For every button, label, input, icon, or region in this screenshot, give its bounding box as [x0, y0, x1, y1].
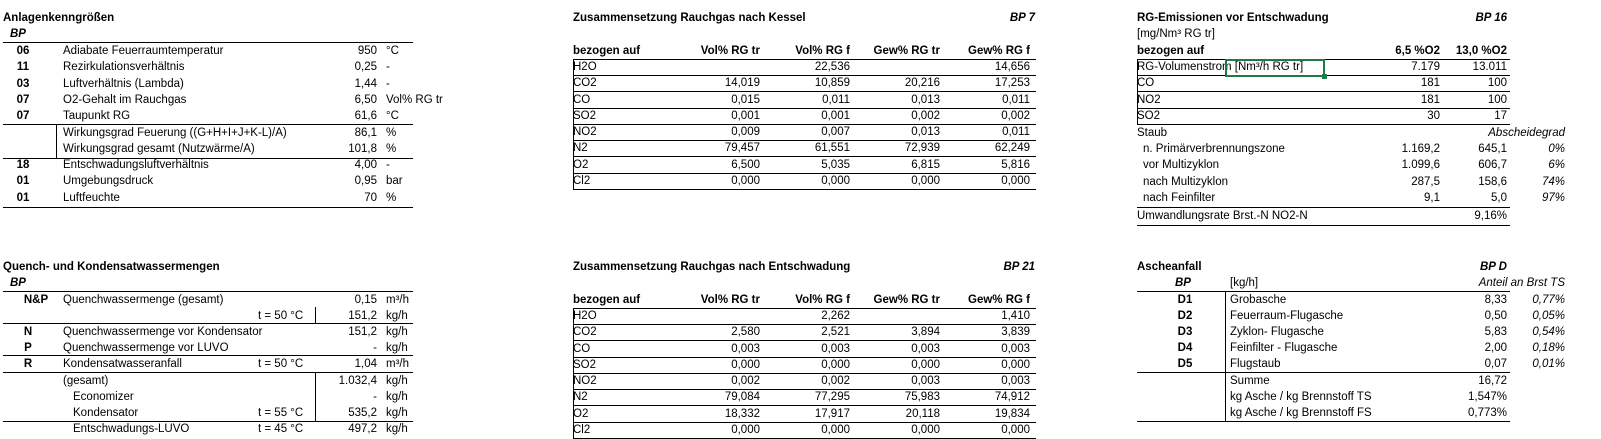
- cell-border: [573, 59, 574, 189]
- ash-ratio-ts-value: 1,547%: [1467, 391, 1507, 403]
- ash-share: 0,05%: [1532, 310, 1565, 323]
- cell-border: [56, 124, 57, 158]
- staub-value: 5,0: [1491, 191, 1507, 204]
- component-value: 10,859: [814, 77, 850, 90]
- emission-value: 100: [1487, 93, 1507, 106]
- ash-code: D2: [1177, 310, 1193, 323]
- component-label: N2: [573, 142, 588, 155]
- ash-code: D4: [1177, 342, 1193, 355]
- component-value: 0,003: [1001, 375, 1030, 387]
- bp-code: R: [23, 358, 33, 371]
- bp-code: 07: [16, 110, 30, 123]
- table-title: Zusammensetzung Rauchgas nach Entschwadung: [573, 261, 851, 273]
- component-value: 1,410: [1001, 310, 1030, 322]
- bp-label: BP D: [1479, 261, 1507, 273]
- parameter-label: Economizer: [73, 390, 134, 403]
- emission-label: SO2: [1137, 109, 1161, 122]
- condition-label: t = 50 °C: [258, 358, 304, 371]
- condition-label: t = 50 °C: [258, 310, 304, 323]
- column-header: bezogen auf: [573, 45, 641, 57]
- column-header: Vol% RG f: [795, 45, 850, 57]
- column-header: Gew% RG f: [968, 45, 1030, 57]
- emission-label: CO: [1137, 77, 1155, 90]
- bp-code: 07: [16, 93, 30, 106]
- parameter-unit: m³/h: [386, 358, 409, 371]
- column-header: Gew% RG tr: [873, 294, 940, 306]
- component-value: 0,002: [731, 375, 760, 387]
- section-title-ascheanfall: Ascheanfall: [1137, 261, 1202, 273]
- staub-label: n. Primärverbrennungszone: [1143, 143, 1285, 155]
- component-value: 5,035: [821, 158, 850, 171]
- component-value: 0,013: [911, 126, 940, 138]
- cell-border: [3, 207, 413, 208]
- component-label: H2O: [573, 61, 597, 73]
- abscheidegrad-header: Abscheidegrad: [1488, 127, 1565, 139]
- component-value: 6,815: [911, 158, 940, 171]
- cell-border: [3, 421, 413, 422]
- parameter-unit: Vol% RG tr: [386, 93, 443, 106]
- cell-border: [3, 158, 413, 159]
- cell-border: [573, 189, 1036, 190]
- anteil-header: Anteil an Brst TS: [1478, 277, 1565, 289]
- cell-border: [1137, 372, 1510, 373]
- abscheidegrad-value: 0%: [1548, 143, 1565, 155]
- section-title-anlagenkenngroessen: Anlagenkenngrößen: [3, 12, 115, 24]
- bp-header: BP: [10, 277, 26, 289]
- parameter-label: Quenchwassermenge (gesamt): [63, 294, 224, 306]
- parameter-unit: kg/h: [386, 406, 408, 419]
- component-value: 22,536: [814, 61, 850, 73]
- column-header: Vol% RG tr: [700, 45, 760, 57]
- component-value: 17,917: [814, 407, 850, 420]
- ash-ratio-ts-label: kg Asche / kg Brennstoff TS: [1230, 391, 1372, 403]
- component-value: 0,003: [911, 342, 940, 355]
- cell-border: [1137, 59, 1138, 124]
- component-value: 0,013: [911, 93, 940, 106]
- parameter-label: Taupunkt RG: [63, 110, 131, 123]
- component-value: 5,816: [1001, 158, 1030, 171]
- bp-label: BP 7: [1009, 12, 1035, 24]
- ash-value: 5,83: [1484, 326, 1507, 339]
- parameter-unit: kg/h: [386, 342, 408, 355]
- parameter-value: 151,2: [348, 310, 377, 323]
- staub-value: 606,7: [1478, 159, 1507, 172]
- bp-code: 11: [16, 61, 30, 74]
- parameter-label: Rezirkulationsverhältnis: [63, 61, 185, 74]
- ash-share: 0,18%: [1532, 342, 1565, 355]
- active-cell-selection[interactable]: [1225, 59, 1325, 77]
- component-value: 62,249: [994, 142, 1030, 155]
- cell-border: [3, 323, 413, 324]
- parameter-unit: bar: [386, 175, 403, 188]
- cell-border: [315, 307, 316, 323]
- component-value: 0,000: [1001, 423, 1030, 436]
- staub-value: 645,1: [1478, 143, 1507, 155]
- component-value: 17,253: [994, 77, 1030, 90]
- parameter-value: 0,25: [354, 61, 377, 74]
- parameter-label: O2-Gehalt im Rauchgas: [63, 93, 187, 106]
- component-label: CO2: [573, 326, 597, 339]
- staub-value: 1.169,2: [1401, 143, 1440, 155]
- parameter-unit: -: [386, 159, 390, 172]
- staub-label: vor Multizyklon: [1143, 159, 1220, 172]
- component-value: 0,011: [1002, 93, 1030, 106]
- component-value: 0,011: [822, 93, 850, 106]
- emission-value: 181: [1420, 77, 1440, 90]
- parameter-unit: -: [386, 61, 390, 74]
- parameter-label: Umgebungsdruck: [63, 175, 154, 188]
- component-label: Cl2: [573, 174, 591, 187]
- column-header: Gew% RG f: [968, 294, 1030, 306]
- component-label: O2: [573, 158, 589, 171]
- unit-label: [kg/h]: [1230, 277, 1259, 289]
- parameter-value: -: [373, 390, 377, 403]
- parameter-value: 61,6: [354, 110, 377, 123]
- emission-value: 7.179: [1411, 61, 1440, 73]
- ash-value: 0,07: [1484, 358, 1507, 371]
- bp-code: 01: [16, 191, 30, 204]
- bp-code: N: [23, 326, 33, 339]
- abscheidegrad-value: 97%: [1541, 191, 1565, 204]
- bp-header: BP: [1175, 277, 1191, 289]
- component-label: Cl2: [573, 423, 591, 436]
- umwandlungsrate-label: Umwandlungsrate Brst.-N NO2-N: [1137, 210, 1308, 222]
- component-value: 2,521: [821, 326, 850, 339]
- bp-code: 18: [16, 159, 30, 172]
- parameter-value: 0,15: [354, 294, 377, 306]
- component-value: 0,000: [1001, 174, 1030, 187]
- component-value: 3,839: [1001, 326, 1030, 339]
- component-label: N2: [573, 391, 588, 404]
- ash-share: 0,54%: [1532, 326, 1565, 339]
- component-value: 0,000: [1001, 358, 1030, 371]
- parameter-label: Quenchwassermenge vor LUVO: [63, 342, 229, 355]
- parameter-value: 497,2: [348, 422, 377, 435]
- column-header: Vol% RG f: [795, 294, 850, 306]
- component-label: CO2: [573, 77, 597, 90]
- cell-border: [1137, 225, 1510, 226]
- ash-share: 0,77%: [1532, 294, 1565, 306]
- component-value: 6,500: [731, 158, 760, 171]
- emission-label: NO2: [1137, 93, 1161, 106]
- cell-border: [3, 355, 413, 356]
- parameter-unit: °C: [386, 45, 399, 57]
- condition-label: t = 55 °C: [258, 406, 304, 419]
- parameter-value: 1.032,4: [338, 374, 377, 387]
- component-value: 0,000: [731, 423, 760, 436]
- parameter-value: 70: [364, 191, 377, 204]
- parameter-value: 1,44: [354, 77, 377, 90]
- component-value: 0,001: [821, 109, 850, 122]
- section-title-emissionen: RG-Emissionen vor Entschwadung: [1137, 12, 1329, 24]
- ash-value: 2,00: [1484, 342, 1507, 355]
- component-value: 0,000: [731, 358, 760, 371]
- parameter-value: -: [373, 342, 377, 355]
- parameter-unit: kg/h: [386, 390, 408, 403]
- column-header: bezogen auf: [573, 294, 641, 306]
- parameter-label: Wirkungsgrad gesamt (Nutzwärme/A): [63, 142, 255, 155]
- parameter-value: 86,1: [354, 126, 377, 139]
- component-label: H2O: [573, 310, 597, 322]
- component-value: 0,000: [911, 423, 940, 436]
- unit-label: [mg/Nm³ RG tr]: [1137, 28, 1215, 40]
- cell-border: [315, 372, 316, 421]
- bp-label: BP 16: [1475, 12, 1507, 24]
- bp-code: 03: [16, 77, 30, 90]
- cell-border: [1225, 291, 1226, 421]
- parameter-unit: m³/h: [386, 294, 409, 306]
- component-value: 2,262: [821, 310, 850, 322]
- ash-label: Grobasche: [1230, 294, 1287, 306]
- parameter-value: 535,2: [348, 406, 377, 419]
- parameter-unit: kg/h: [386, 310, 408, 323]
- parameter-label: Kondensator: [73, 406, 139, 419]
- ash-label: Zyklon- Flugasche: [1230, 326, 1324, 339]
- component-value: 75,983: [904, 391, 940, 404]
- table-top-border: [3, 291, 413, 292]
- component-value: 20,216: [904, 77, 940, 90]
- emission-label: RG-Volumenstrom [Nm³/h RG tr]: [1137, 61, 1304, 73]
- cell-border: [573, 308, 574, 438]
- parameter-value: 6,50: [354, 93, 377, 106]
- component-value: 72,939: [904, 142, 940, 155]
- component-value: 0,003: [1001, 342, 1030, 355]
- table-title: Zusammensetzung Rauchgas nach Kessel: [573, 12, 806, 24]
- component-value: 0,000: [821, 174, 850, 187]
- cell-border: [1137, 207, 1510, 208]
- component-value: 0,007: [821, 126, 850, 138]
- parameter-unit: °C: [386, 110, 399, 123]
- component-value: 20,118: [905, 407, 940, 420]
- emission-value: 100: [1487, 77, 1507, 90]
- component-label: SO2: [573, 358, 597, 371]
- ash-ratio-fs-value: 0,773%: [1467, 407, 1507, 419]
- component-value: 14,656: [994, 61, 1030, 73]
- umwandlungsrate-value: 9,16%: [1474, 210, 1507, 222]
- staub-value: 1.099,6: [1401, 159, 1440, 172]
- cell-border: [1137, 421, 1510, 422]
- component-value: 77,295: [814, 391, 850, 404]
- parameter-unit: kg/h: [386, 422, 408, 435]
- parameter-label: Adiabate Feuerraumtemperatur: [63, 45, 224, 57]
- parameter-label: Luftfeuchte: [63, 191, 120, 204]
- staub-label: nach Feinfilter: [1143, 191, 1216, 204]
- staub-label: Staub: [1137, 127, 1168, 139]
- component-value: 0,000: [821, 423, 850, 436]
- component-value: 0,011: [1002, 126, 1030, 138]
- bp-code: 01: [16, 175, 30, 188]
- staub-label: nach Multizyklon: [1143, 175, 1229, 188]
- summe-value: 16,72: [1478, 375, 1507, 387]
- component-label: CO: [573, 93, 591, 106]
- column-header: Vol% RG tr: [700, 294, 760, 306]
- parameter-label: Luftverhältnis (Lambda): [63, 77, 184, 90]
- table-top-border: [1137, 291, 1510, 292]
- component-value: 2,580: [731, 326, 760, 339]
- component-value: 0,000: [821, 358, 850, 371]
- parameter-label: Entschwadungs-LUVO: [73, 422, 190, 435]
- component-value: 0,003: [911, 375, 940, 387]
- component-value: 18,332: [724, 407, 760, 420]
- parameter-value: 4,00: [354, 159, 377, 172]
- parameter-value: 101,8: [348, 142, 377, 155]
- column-header: bezogen auf: [1137, 45, 1205, 57]
- component-value: 0,002: [911, 109, 940, 122]
- emission-value: 30: [1427, 109, 1440, 122]
- bp-code: P: [24, 342, 32, 355]
- parameter-label: Kondensatwasseranfall: [63, 358, 182, 371]
- ash-value: 8,33: [1484, 294, 1507, 306]
- bp-header: BP: [10, 28, 26, 40]
- component-value: 0,015: [731, 93, 760, 106]
- component-value: 0,003: [731, 342, 760, 355]
- component-value: 3,894: [911, 326, 940, 339]
- staub-value: 287,5: [1411, 175, 1440, 188]
- parameter-unit: kg/h: [386, 326, 408, 339]
- staub-value: 9,1: [1424, 191, 1440, 204]
- parameter-value: 950: [357, 45, 377, 57]
- ash-label: Flugstaub: [1230, 358, 1281, 371]
- component-value: 19,834: [994, 407, 1030, 420]
- component-value: 0,000: [911, 358, 940, 371]
- emission-value: 13.011: [1472, 61, 1507, 73]
- component-label: NO2: [573, 375, 597, 387]
- cell-border: [3, 124, 413, 125]
- parameter-unit: %: [386, 126, 397, 139]
- emission-value: 17: [1494, 109, 1507, 122]
- component-value: 61,551: [814, 142, 850, 155]
- parameter-value: 0,95: [354, 175, 377, 188]
- component-value: 0,000: [911, 174, 940, 187]
- emission-value: 181: [1420, 93, 1440, 106]
- component-value: 0,002: [1001, 109, 1030, 122]
- component-value: 0,009: [731, 126, 760, 138]
- section-title-quench-kondensat: Quench- und Kondensatwassermengen: [3, 261, 220, 273]
- parameter-label: Entschwadungsluftverhältnis: [63, 159, 209, 172]
- component-label: CO: [573, 342, 591, 355]
- condition-label: t = 45 °C: [258, 422, 304, 435]
- parameter-value: 151,2: [348, 326, 377, 339]
- abscheidegrad-value: 6%: [1548, 159, 1565, 172]
- component-value: 0,002: [821, 375, 850, 387]
- component-value: 79,084: [724, 391, 760, 404]
- ash-share: 0,01%: [1532, 358, 1565, 371]
- cell-border: [1137, 124, 1510, 125]
- parameter-label: (gesamt): [63, 374, 109, 387]
- component-label: SO2: [573, 109, 597, 122]
- parameter-unit: %: [386, 142, 397, 155]
- component-value: 74,912: [994, 391, 1030, 404]
- column-header: Gew% RG tr: [873, 45, 940, 57]
- ash-code: D5: [1177, 358, 1193, 371]
- column-header: 6,5 %O2: [1395, 45, 1440, 57]
- component-value: 79,457: [724, 142, 760, 155]
- component-label: NO2: [573, 126, 597, 138]
- ash-label: Feuerraum-Flugasche: [1230, 310, 1344, 323]
- parameter-label: Quenchwassermenge vor Kondensator: [63, 326, 263, 339]
- summe-label: Summe: [1230, 375, 1270, 387]
- ash-code: D1: [1177, 294, 1193, 306]
- parameter-unit: -: [386, 77, 390, 90]
- ash-code: D3: [1177, 326, 1193, 339]
- component-label: O2: [573, 407, 589, 420]
- parameter-label: Wirkungsgrad Feuerung ((G+H+I+J+K-L)/A): [63, 126, 287, 139]
- ash-ratio-fs-label: kg Asche / kg Brennstoff FS: [1230, 407, 1372, 419]
- table-top-border: [3, 42, 413, 43]
- bp-code: 06: [16, 45, 30, 57]
- ash-label: Feinfilter - Flugasche: [1230, 342, 1338, 355]
- component-value: 0,003: [821, 342, 850, 355]
- component-value: 0,000: [731, 174, 760, 187]
- parameter-unit: %: [386, 191, 397, 204]
- cell-border: [3, 372, 413, 373]
- parameter-value: 1,04: [354, 358, 377, 371]
- staub-value: 158,6: [1478, 175, 1507, 188]
- abscheidegrad-value: 74%: [1541, 175, 1565, 188]
- component-value: 0,001: [731, 109, 760, 122]
- bp-code: N&P: [23, 294, 49, 306]
- component-value: 14,019: [724, 77, 760, 90]
- ash-value: 0,50: [1484, 310, 1507, 323]
- parameter-unit: kg/h: [386, 374, 408, 387]
- column-header: 13,0 %O2: [1455, 45, 1507, 57]
- bp-label: BP 21: [1003, 261, 1035, 273]
